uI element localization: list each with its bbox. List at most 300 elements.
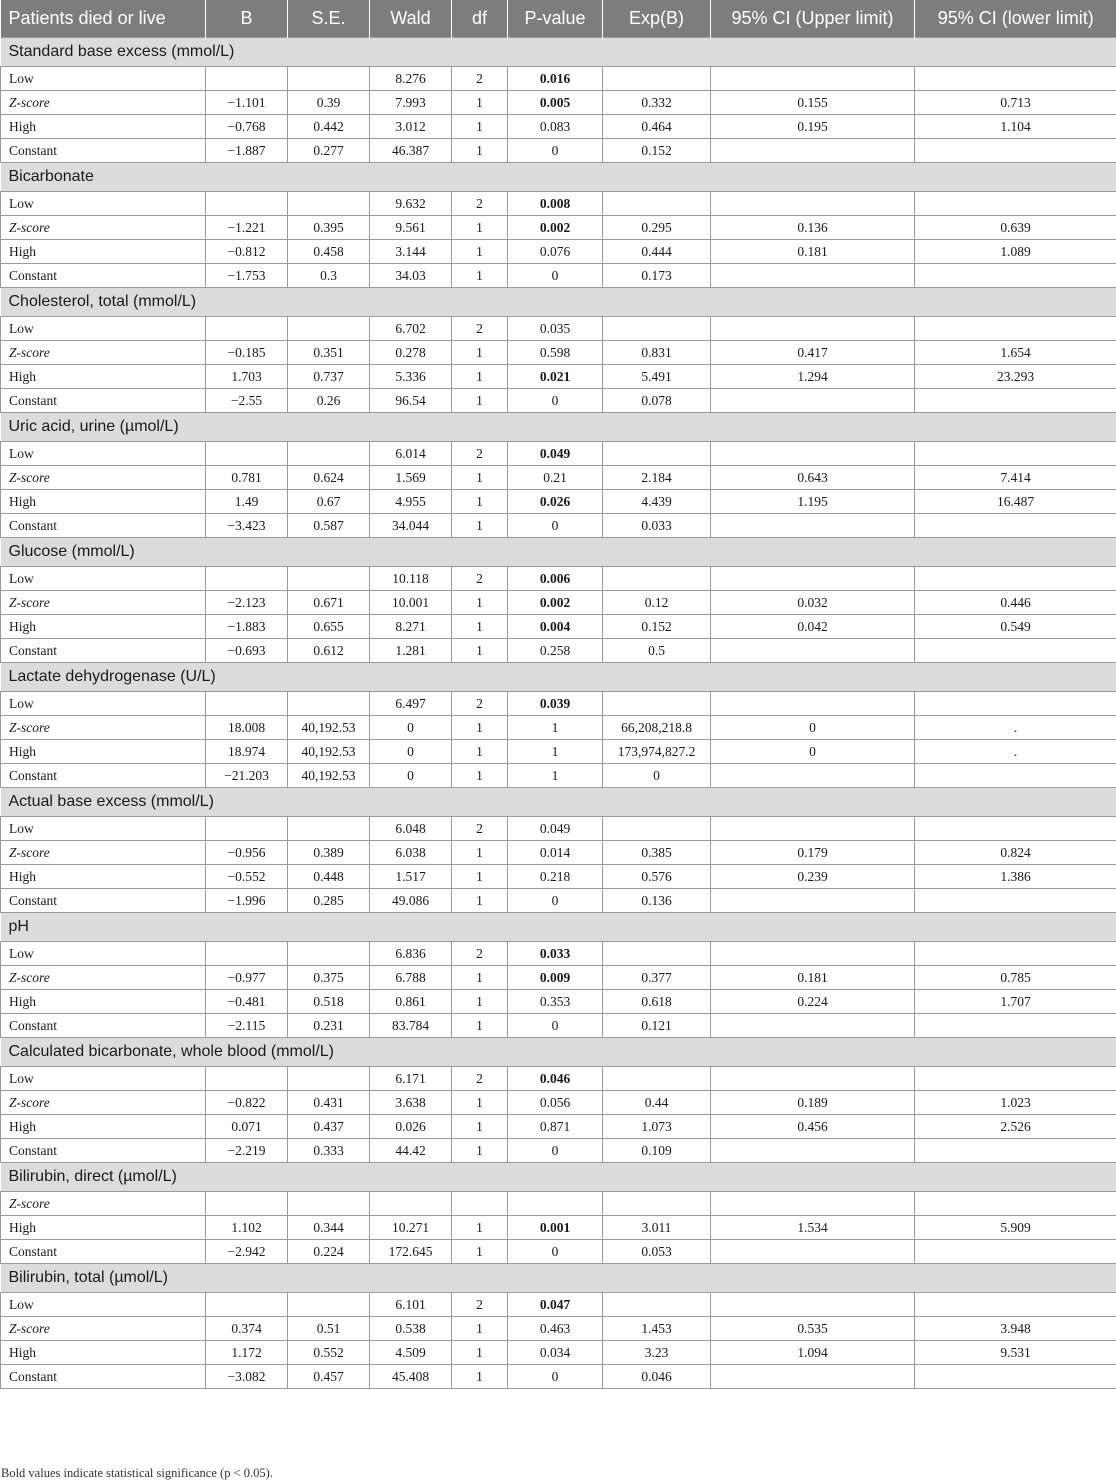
table-row (1, 865, 1116, 889)
b-cell: −2.123 (206, 591, 288, 615)
df-cell: 2 (452, 317, 508, 341)
section-header-row (1, 1264, 1116, 1293)
table-row (1, 442, 1116, 466)
p-value-cell: 0 (508, 514, 603, 538)
ci-lower-cell (915, 1293, 1116, 1317)
ci-lower-cell: 1.707 (915, 990, 1116, 1014)
ci-upper-cell (711, 1139, 915, 1163)
header-outcome: Patients died or live (1, 0, 206, 38)
table-row (1, 1317, 1116, 1341)
table-body (1, 38, 1116, 1389)
df-cell: 1 (452, 264, 508, 288)
exp-b-cell: 173,974,827.2 (603, 740, 711, 764)
ci-upper-cell (711, 1014, 915, 1038)
p-value-cell: 0.353 (508, 990, 603, 1014)
table-row (1, 1115, 1116, 1139)
p-value-cell: 0 (508, 139, 603, 163)
se-cell: 0.26 (288, 389, 370, 413)
exp-b-cell (603, 942, 711, 966)
exp-b-cell: 2.184 (603, 466, 711, 490)
wald-cell: 0 (370, 716, 452, 740)
ci-lower-cell (915, 389, 1116, 413)
b-cell (206, 692, 288, 716)
ci-lower-cell: 1.089 (915, 240, 1116, 264)
df-cell: 2 (452, 692, 508, 716)
table-row (1, 615, 1116, 639)
exp-b-cell: 0.831 (603, 341, 711, 365)
row-label-cell: Low (1, 942, 206, 966)
df-cell: 1 (452, 841, 508, 865)
b-cell: −1.221 (206, 216, 288, 240)
p-value-cell: 0.046 (508, 1067, 603, 1091)
table-row (1, 317, 1116, 341)
wald-cell: 0.278 (370, 341, 452, 365)
row-label-cell: Constant (1, 1240, 206, 1264)
p-value-cell (508, 1192, 603, 1216)
b-cell (206, 567, 288, 591)
ci-upper-cell (711, 264, 915, 288)
ci-upper-cell: 0.179 (711, 841, 915, 865)
df-cell: 1 (452, 615, 508, 639)
se-cell: 0.552 (288, 1341, 370, 1365)
header-ci-upper: 95% CI (Upper limit) (711, 0, 915, 38)
p-value-cell: 0.056 (508, 1091, 603, 1115)
wald-cell: 9.561 (370, 216, 452, 240)
df-cell: 2 (452, 192, 508, 216)
df-cell: 1 (452, 1115, 508, 1139)
b-cell: 1.102 (206, 1216, 288, 1240)
p-value-cell: 0.033 (508, 942, 603, 966)
exp-b-cell: 0.464 (603, 115, 711, 139)
ci-lower-cell: 0.549 (915, 615, 1116, 639)
section-title: Uric acid, urine (µmol/L) (1, 413, 1116, 442)
ci-lower-cell: 1.104 (915, 115, 1116, 139)
b-cell: −1.753 (206, 264, 288, 288)
row-label-cell: Z-score (1, 1091, 206, 1115)
ci-upper-cell: 0.195 (711, 115, 915, 139)
section-title: Bilirubin, total (µmol/L) (1, 1264, 1116, 1293)
wald-cell: 1.569 (370, 466, 452, 490)
df-cell: 1 (452, 990, 508, 1014)
header-b: B (206, 0, 288, 38)
wald-cell: 4.509 (370, 1341, 452, 1365)
exp-b-cell (603, 692, 711, 716)
b-cell: −0.693 (206, 639, 288, 663)
ci-upper-cell: 0.224 (711, 990, 915, 1014)
table-row (1, 1293, 1116, 1317)
b-cell: −3.082 (206, 1365, 288, 1389)
exp-b-cell: 4.439 (603, 490, 711, 514)
exp-b-cell: 0.444 (603, 240, 711, 264)
row-label-cell: High (1, 490, 206, 514)
ci-upper-cell (711, 889, 915, 913)
ci-upper-cell (711, 67, 915, 91)
b-cell (206, 442, 288, 466)
df-cell: 1 (452, 966, 508, 990)
table-row (1, 889, 1116, 913)
se-cell (288, 942, 370, 966)
df-cell: 1 (452, 216, 508, 240)
df-cell: 1 (452, 490, 508, 514)
row-label-cell: Low (1, 442, 206, 466)
p-value-cell: 0.014 (508, 841, 603, 865)
wald-cell: 45.408 (370, 1365, 452, 1389)
ci-upper-cell: 0.181 (711, 240, 915, 264)
se-cell: 0.67 (288, 490, 370, 514)
table-row (1, 365, 1116, 389)
ci-upper-cell: 0.189 (711, 1091, 915, 1115)
row-label-cell: Constant (1, 139, 206, 163)
wald-cell: 96.54 (370, 389, 452, 413)
table-row (1, 817, 1116, 841)
row-label-cell: Z-score (1, 216, 206, 240)
wald-cell: 10.001 (370, 591, 452, 615)
row-label-cell: High (1, 115, 206, 139)
df-cell: 1 (452, 514, 508, 538)
p-value-cell: 0 (508, 389, 603, 413)
df-cell: 2 (452, 1293, 508, 1317)
exp-b-cell (603, 817, 711, 841)
b-cell: −0.552 (206, 865, 288, 889)
se-cell: 0.285 (288, 889, 370, 913)
header-ci-lower: 95% CI (lower limit) (915, 0, 1116, 38)
se-cell: 0.612 (288, 639, 370, 663)
wald-cell: 4.955 (370, 490, 452, 514)
ci-upper-cell: 0.535 (711, 1317, 915, 1341)
ci-lower-cell (915, 442, 1116, 466)
p-value-cell: 0.005 (508, 91, 603, 115)
se-cell: 0.624 (288, 466, 370, 490)
se-cell: 0.431 (288, 1091, 370, 1115)
ci-lower-cell (915, 567, 1116, 591)
wald-cell: 3.638 (370, 1091, 452, 1115)
wald-cell: 83.784 (370, 1014, 452, 1038)
ci-lower-cell: 5.909 (915, 1216, 1116, 1240)
b-cell (206, 317, 288, 341)
ci-upper-cell (711, 1240, 915, 1264)
section-title: Calculated bicarbonate, whole blood (mmol/L) (1, 1038, 1116, 1067)
ci-lower-cell: 0.785 (915, 966, 1116, 990)
exp-b-cell: 0.152 (603, 615, 711, 639)
ci-lower-cell (915, 1240, 1116, 1264)
exp-b-cell: 0.046 (603, 1365, 711, 1389)
exp-b-cell: 0.44 (603, 1091, 711, 1115)
wald-cell: 6.497 (370, 692, 452, 716)
ci-lower-cell (915, 817, 1116, 841)
se-cell: 0.457 (288, 1365, 370, 1389)
ci-lower-cell (915, 764, 1116, 788)
wald-cell: 6.788 (370, 966, 452, 990)
p-value-cell: 0.076 (508, 240, 603, 264)
se-cell: 0.587 (288, 514, 370, 538)
row-label-cell: High (1, 1115, 206, 1139)
se-cell: 0.277 (288, 139, 370, 163)
p-value-cell: 0.034 (508, 1341, 603, 1365)
wald-cell: 6.171 (370, 1067, 452, 1091)
b-cell: −2.219 (206, 1139, 288, 1163)
b-cell: −0.812 (206, 240, 288, 264)
exp-b-cell (603, 192, 711, 216)
wald-cell: 10.118 (370, 567, 452, 591)
se-cell: 0.333 (288, 1139, 370, 1163)
b-cell: 0.374 (206, 1317, 288, 1341)
table-row (1, 841, 1116, 865)
exp-b-cell (603, 1067, 711, 1091)
exp-b-cell: 0.12 (603, 591, 711, 615)
ci-upper-cell (711, 442, 915, 466)
se-cell: 0.671 (288, 591, 370, 615)
ci-upper-cell (711, 139, 915, 163)
p-value-cell: 1 (508, 740, 603, 764)
b-cell: −21.203 (206, 764, 288, 788)
row-label-cell: Z-score (1, 591, 206, 615)
wald-cell: 3.144 (370, 240, 452, 264)
se-cell: 0.442 (288, 115, 370, 139)
section-title: Actual base excess (mmol/L) (1, 788, 1116, 817)
p-value-cell: 1 (508, 764, 603, 788)
exp-b-cell: 0.618 (603, 990, 711, 1014)
wald-cell: 0 (370, 740, 452, 764)
section-title: Cholesterol, total (mmol/L) (1, 288, 1116, 317)
wald-cell: 6.836 (370, 942, 452, 966)
wald-cell: 9.632 (370, 192, 452, 216)
exp-b-cell (603, 567, 711, 591)
row-label-cell: Z-score (1, 841, 206, 865)
row-label-cell: Constant (1, 264, 206, 288)
se-cell (288, 1067, 370, 1091)
df-cell: 1 (452, 1341, 508, 1365)
ci-lower-cell: 23.293 (915, 365, 1116, 389)
table-row (1, 1014, 1116, 1038)
wald-cell: 8.276 (370, 67, 452, 91)
row-label-cell: Constant (1, 514, 206, 538)
se-cell: 0.375 (288, 966, 370, 990)
ci-lower-cell: 0.639 (915, 216, 1116, 240)
ci-upper-cell (711, 942, 915, 966)
row-label-cell: Low (1, 692, 206, 716)
df-cell: 1 (452, 716, 508, 740)
table-row (1, 1341, 1116, 1365)
ci-lower-cell (915, 192, 1116, 216)
se-cell: 0.458 (288, 240, 370, 264)
b-cell: 18.974 (206, 740, 288, 764)
table-row (1, 1192, 1116, 1216)
ci-lower-cell (915, 889, 1116, 913)
exp-b-cell: 0.295 (603, 216, 711, 240)
ci-upper-cell: 0.417 (711, 341, 915, 365)
row-label-cell: High (1, 990, 206, 1014)
row-label-cell: Low (1, 67, 206, 91)
exp-b-cell: 0.078 (603, 389, 711, 413)
table-row (1, 490, 1116, 514)
exp-b-cell: 0.377 (603, 966, 711, 990)
table-row (1, 1216, 1116, 1240)
exp-b-cell: 0.152 (603, 139, 711, 163)
p-value-cell: 0.463 (508, 1317, 603, 1341)
exp-b-cell: 0.053 (603, 1240, 711, 1264)
df-cell: 2 (452, 1067, 508, 1091)
p-value-cell: 0.016 (508, 67, 603, 91)
b-cell: −0.481 (206, 990, 288, 1014)
table-row (1, 1139, 1116, 1163)
ci-lower-cell: 1.386 (915, 865, 1116, 889)
p-value-cell: 0.039 (508, 692, 603, 716)
ci-lower-cell: 3.948 (915, 1317, 1116, 1341)
ci-lower-cell (915, 139, 1116, 163)
df-cell: 1 (452, 341, 508, 365)
se-cell (288, 817, 370, 841)
wald-cell: 6.101 (370, 1293, 452, 1317)
ci-lower-cell: 0.446 (915, 591, 1116, 615)
b-cell: −1.101 (206, 91, 288, 115)
table-row (1, 67, 1116, 91)
se-cell (288, 567, 370, 591)
exp-b-cell: 0.5 (603, 639, 711, 663)
df-cell: 1 (452, 1365, 508, 1389)
row-label-cell: High (1, 1216, 206, 1240)
ci-upper-cell (711, 317, 915, 341)
ci-lower-cell (915, 1192, 1116, 1216)
row-label-cell: Constant (1, 1014, 206, 1038)
section-title: Bilirubin, direct (µmol/L) (1, 1163, 1116, 1192)
se-cell: 0.448 (288, 865, 370, 889)
ci-lower-cell (915, 639, 1116, 663)
df-cell: 2 (452, 442, 508, 466)
p-value-cell: 0 (508, 1365, 603, 1389)
b-cell: −2.942 (206, 1240, 288, 1264)
row-label-cell: Constant (1, 1139, 206, 1163)
df-cell: 2 (452, 817, 508, 841)
table-row (1, 466, 1116, 490)
p-value-cell: 0.049 (508, 442, 603, 466)
df-cell: 1 (452, 240, 508, 264)
ci-lower-cell: 2.526 (915, 1115, 1116, 1139)
ci-upper-cell (711, 1365, 915, 1389)
exp-b-cell: 0.136 (603, 889, 711, 913)
table-row (1, 389, 1116, 413)
b-cell: 18.008 (206, 716, 288, 740)
ci-upper-cell: 0.042 (711, 615, 915, 639)
wald-cell: 8.271 (370, 615, 452, 639)
wald-cell: 7.993 (370, 91, 452, 115)
section-title: Standard base excess (mmol/L) (1, 38, 1116, 67)
row-label-cell: Constant (1, 389, 206, 413)
wald-cell: 10.271 (370, 1216, 452, 1240)
row-label-cell: High (1, 740, 206, 764)
row-label-cell: High (1, 1341, 206, 1365)
ci-upper-cell (711, 1293, 915, 1317)
exp-b-cell: 0.576 (603, 865, 711, 889)
p-value-cell: 0.218 (508, 865, 603, 889)
p-value-cell: 0.21 (508, 466, 603, 490)
row-label-cell: Z-score (1, 91, 206, 115)
p-value-cell: 0.004 (508, 615, 603, 639)
df-cell: 2 (452, 567, 508, 591)
row-label-cell: Constant (1, 764, 206, 788)
table-row (1, 216, 1116, 240)
b-cell: −1.883 (206, 615, 288, 639)
exp-b-cell: 1.453 (603, 1317, 711, 1341)
ci-lower-cell (915, 692, 1116, 716)
table-row (1, 240, 1116, 264)
p-value-cell: 0.002 (508, 591, 603, 615)
section-header-row (1, 38, 1116, 67)
row-label-cell: Low (1, 1067, 206, 1091)
row-label-cell: Low (1, 192, 206, 216)
se-cell (288, 67, 370, 91)
df-cell: 1 (452, 1014, 508, 1038)
df-cell: 1 (452, 764, 508, 788)
section-header-row (1, 1163, 1116, 1192)
df-cell: 1 (452, 889, 508, 913)
df-cell: 1 (452, 91, 508, 115)
exp-b-cell (603, 317, 711, 341)
b-cell: 1.49 (206, 490, 288, 514)
wald-cell: 0.026 (370, 1115, 452, 1139)
table-row (1, 966, 1116, 990)
section-title: pH (1, 913, 1116, 942)
exp-b-cell (603, 1293, 711, 1317)
table-row (1, 1091, 1116, 1115)
b-cell (206, 817, 288, 841)
wald-cell: 0.861 (370, 990, 452, 1014)
section-header-row (1, 413, 1116, 442)
section-header-row (1, 538, 1116, 567)
ci-lower-cell: 1.654 (915, 341, 1116, 365)
p-value-cell: 0 (508, 889, 603, 913)
p-value-cell: 0.006 (508, 567, 603, 591)
wald-cell: 1.281 (370, 639, 452, 663)
df-cell: 2 (452, 942, 508, 966)
p-value-cell: 1 (508, 716, 603, 740)
wald-cell: 172.645 (370, 1240, 452, 1264)
df-cell: 2 (452, 67, 508, 91)
footnote: Bold values indicate statistical significance (p < 0.05). (1, 1466, 273, 1480)
se-cell (288, 317, 370, 341)
row-label-cell: Low (1, 1293, 206, 1317)
table-row (1, 139, 1116, 163)
ci-lower-cell (915, 67, 1116, 91)
table-row (1, 91, 1116, 115)
df-cell: 1 (452, 1139, 508, 1163)
ci-upper-cell (711, 567, 915, 591)
p-value-cell: 0.008 (508, 192, 603, 216)
se-cell: 0.231 (288, 1014, 370, 1038)
row-label-cell: Z-score (1, 341, 206, 365)
exp-b-cell: 66,208,218.8 (603, 716, 711, 740)
df-cell: 1 (452, 1317, 508, 1341)
p-value-cell: 0.001 (508, 1216, 603, 1240)
ci-upper-cell (711, 1192, 915, 1216)
p-value-cell: 0 (508, 1139, 603, 1163)
df-cell: 1 (452, 740, 508, 764)
table-row (1, 1067, 1116, 1091)
wald-cell: 44.42 (370, 1139, 452, 1163)
b-cell: −2.55 (206, 389, 288, 413)
row-label-cell: Low (1, 317, 206, 341)
ci-upper-cell: 0.181 (711, 966, 915, 990)
se-cell: 0.518 (288, 990, 370, 1014)
section-title: Glucose (mmol/L) (1, 538, 1116, 567)
ci-lower-cell (915, 1365, 1116, 1389)
wald-cell: 6.038 (370, 841, 452, 865)
p-value-cell: 0.026 (508, 490, 603, 514)
exp-b-cell: 0 (603, 764, 711, 788)
df-cell (452, 1192, 508, 1216)
exp-b-cell: 0.109 (603, 1139, 711, 1163)
b-cell: −0.768 (206, 115, 288, 139)
table-row (1, 591, 1116, 615)
